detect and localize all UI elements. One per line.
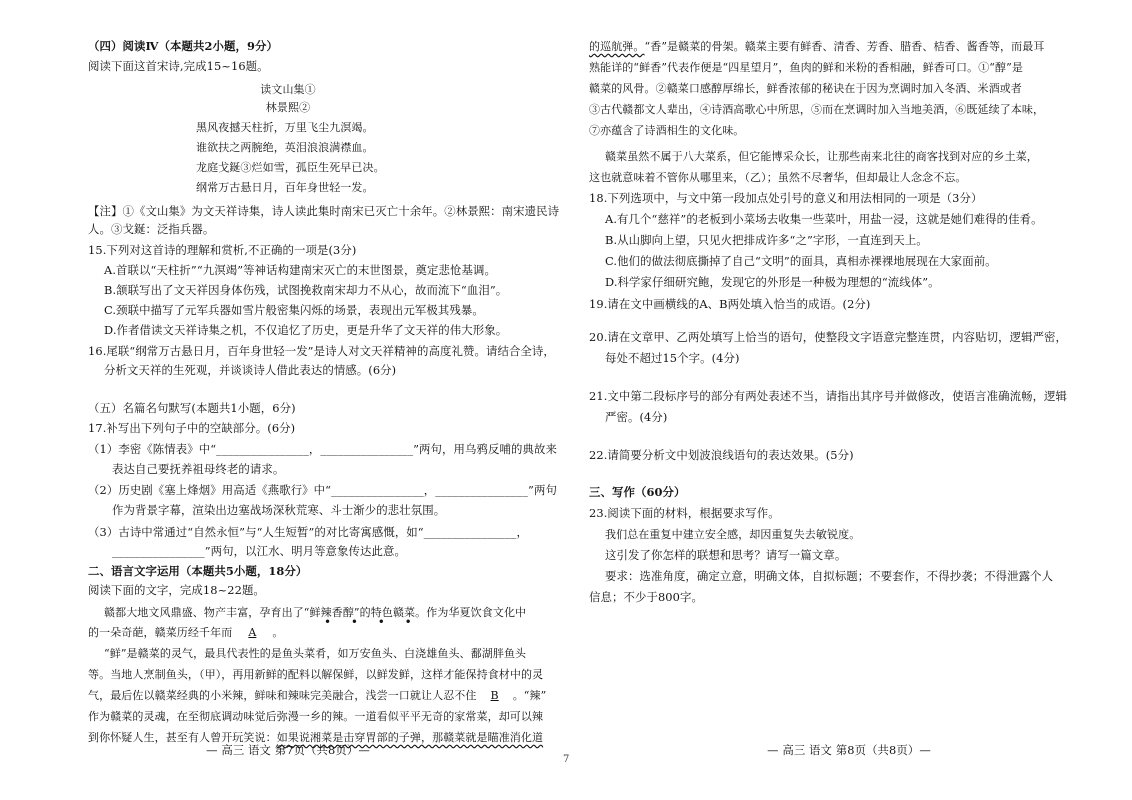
question-16-line-2: 分析文天祥的生死观，并谈谈诗人借此表达的情感。(6分) [104,363,397,377]
passage-p1-line-2: 的一朵奇葩，赣菜历经千年而 A 。 [88,626,284,639]
passage-p2-line-4: 作为赣菜的灵魂，在至彻底调动味觉后弥漫一乡的辣。一道看似平平无奇的家常菜，却可以辣 [88,710,544,723]
passage-p3-line-2: 熟能详的“鲜香”代表作便是“四星望月”，鱼肉的鲜和米粉的香相融，鲜香可口。①“醇”是 [589,61,1023,74]
passage-p2-line-3 [88,687,546,704]
part-2-heading: 二、语言文字运用（本题共5小题，18分） [88,564,308,578]
question-21-line-2: 严密。(4分) [605,410,668,424]
q17-item-3-line-2: ________________”两句，以江水、明月等意象传达此意。 [112,544,406,558]
question-18: 18.下列选项中，与文中第一段加点处引号的意义和用法相同的一项是（3分） [589,191,983,205]
question-20-line-1: 20.请在文章甲、乙两处填写上恰当的语句，使整段文字语意完整连贯，内容贴切，逻辑严密， [589,330,1068,344]
passage-p2-line-5-text: 到你怀疑人生，甚至有人曾开玩笑说： [88,731,277,744]
part-2-instruction: 阅读下面的文字，完成18~22题。 [88,583,265,597]
q15-option-d: D.作者借读文天祥诗集之机，不仅追忆了历史，更是升华了文天祥的伟大形象。 [104,323,508,337]
question-23: 23.阅读下面的材料，根据要求写作。 [589,506,780,520]
poem-author: 林景熙② [265,101,311,114]
wavy-sentence-part-1: 如果说湘菜是击穿胃部的子弹，那赣菜就是瞄准消化道 [276,731,544,744]
writing-material: 我们总在重复中建立安全感，却因重复失去敏锐度。 [605,528,861,541]
q18-option-a: A.有几个“慈祥”的老板到小菜场去收集一些菜叶，用盐一浸，这就是她们难得的佳肴。 [605,212,1043,226]
page-8-footer: — 高三 语文 第8页（共8页）— [767,743,931,757]
right-page [566,0,1132,800]
passage-p4-line-1: 赣菜虽然不属于八大菜系，但它能博采众长，让那些南来北往的商客找到对应的乡土菜， [605,150,1038,163]
passage-p2-line-1: “鲜”是赣菜的灵气，最具代表性的是鱼头菜肴，如万安鱼头、白浇雄鱼头、鄱湖胖鱼头 [104,647,527,660]
section-5-heading: （五）名篇名句默写(本题共1小题，6分) [88,401,296,415]
q15-option-b: B.颔联写出了文天祥因身体伤残，试图挽救南宋却力不从心，故而流下“血泪”。 [104,283,508,297]
poem-title: 读文山集① [260,83,316,96]
q15-option-a: A.首联以“天柱折”“九溟竭”等神话构建南宋灭亡的末世图景，奠定悲怆基调。 [104,263,496,277]
passage-p4-line-2: 这也就意味着不管你从哪里来，（乙）；虽然不尽奢华，但却最让人念念不忘。 [589,171,967,184]
passage-p3-line-3: 赣菜的风骨。②赣菜口感醇厚绵长，鲜香浓郁的秘诀在于因为烹调时加入冬酒、米酒或者 [589,82,1022,95]
question-20-line-2: 每处不超过15个字。(4分) [605,351,740,365]
poem-line-3: 龙庭戈鋋③烂如雪，孤臣生死早已决。 [196,161,385,174]
poem-line-1: 黑风夜撼天柱折，万里飞尘九溟竭。 [196,121,374,134]
gutter-mark: 7 [563,754,570,765]
writing-requirements-line-2: 信息；不少于800字。 [589,590,703,604]
note-line-1: 【注】①《文山集》为文天祥诗集，诗人读此集时南宋已灭亡十余年。②林景熙：南宋遗民诗 [88,204,560,218]
question-21-line-1: 21.文中第二段标序号的部分有两处表述不当，请指出其序号并做修改，使语言准确流畅，逻辑 [589,389,1068,403]
emphasis-dots: • • • • [324,615,420,629]
section-4-heading: （四）阅读Ⅳ（本题共2小题，9分） [88,39,278,53]
q18-option-c: C.他们的做法彻底撕掉了自己“文明”的面具，真相赤裸裸地展现在大家面前。 [605,254,997,268]
poem-line-4: 纲常万古悬日月，百年身世轻一发。 [196,181,374,194]
passage-p1-line-2-text: 的一朵奇葩，赣菜历经千年而 [88,626,233,639]
question-15: 15.下列对这首诗的理解和赏析,不正确的一项是(3分) [88,243,357,257]
passage-p3-line-5: ⑦亦蕴含了诗酒相生的文化味。 [589,124,745,137]
wavy-sentence-part-2: 的巡航弹。 [589,40,645,53]
question-17: 17.补写出下列句子中的空缺部分。(6分) [88,421,296,435]
page-7-footer: — 高三 语文 第7页（共8页）— [206,743,370,757]
question-16-line-1: 16.尾联“纲常万古悬日月，百年身世轻一发”是诗人对文天祥精神的高度礼赞。请结合全诗， [88,344,555,358]
question-19: 19.请在文中画横线的A、B两处填入恰当的成语。(2分) [589,297,871,311]
passage-p1-line-1: 赣都大地文风鼎盛、物产丰富，孕育出了“鲜辣香醇”的特色赣菜。作为华夏饮食文化中 [104,606,527,619]
passage-p3-line-1: “香”是赣菜的骨架。赣菜主要有鲜香、清香、芳香、腊香、桔香、酱香等，而最耳 [644,40,1045,53]
blank-b: B [490,689,499,702]
q17-item-2-line-2: 作为背景字幕，渲染出边塞战场深秋荒寒、斗士渐少的悲壮氛围。 [112,503,446,517]
q18-option-d: D.科学家仔细研究鲍，发现它的外形是一种极为理想的“流线体”。 [605,275,940,289]
passage-p3-line-4: ③古代赣都文人辈出，④诗酒高歌心中所思，⑤而在烹调时加入当地美酒，⑥既延续了本味， [589,103,1045,116]
q17-item-3-line-1: （3）古诗中常通过“自然永恒”与“人生短暂”的对比寄寓感慨，如“________________， [88,525,528,539]
blank-a: A [248,626,257,639]
instruction: 阅读下面这首宋诗,完成15~16题。 [88,59,269,73]
passage-p2-line-2: 等。当地人烹制鱼头，（甲），再用新鲜的配料以解保鲜，以鲜发鲜，这样才能保持食材中的灵 [88,668,544,681]
passage-p2-line-3-text: 气，最后佐以赣菜经典的小米辣，鲜味和辣味完美融合，浅尝一口就让人忍不住 [88,689,477,702]
q15-option-c: C.颈联中描写了元军兵器如雪片般密集闪烁的场景，表现出元军极其残暴。 [104,303,484,317]
note-line-2: 人。③戈鋋：泛指兵器。 [88,222,215,236]
q17-item-1-line-1: （1）李密《陈情表》中“________________，________________”两句，用乌鸦反哺的典故来 [88,442,557,456]
poem-line-2: 谁欲扶之两腕绝，英泪浪浪满襟血。 [196,141,374,154]
passage-p2-line-3-tail: 。“辣” [512,689,547,702]
q17-item-2-line-1: （2）历史剧《塞上烽烟》用高适《燕歌行》中“________________，________________”两句 [88,483,557,497]
q17-item-1-line-2: 表达自己要抚养祖母终老的请求。 [112,462,285,476]
part-3-heading: 三、写作（60分） [589,485,686,499]
question-22: 22.请简要分析文中划波浪线语句的表达效果。(5分) [589,448,854,462]
writing-requirements-line-1: 要求：选准角度，确定立意，明确文体，自拟标题；不要套作，不得抄袭；不得泄露个人 [605,569,1054,583]
passage-p2-line-6 [589,38,1044,55]
writing-prompt: 这引发了你怎样的联想和思考？请写一篇文章。 [605,548,847,562]
q18-option-b: B.从山脚向上望，只见火把排成许多“之”字形，一直连到天上。 [605,233,928,247]
